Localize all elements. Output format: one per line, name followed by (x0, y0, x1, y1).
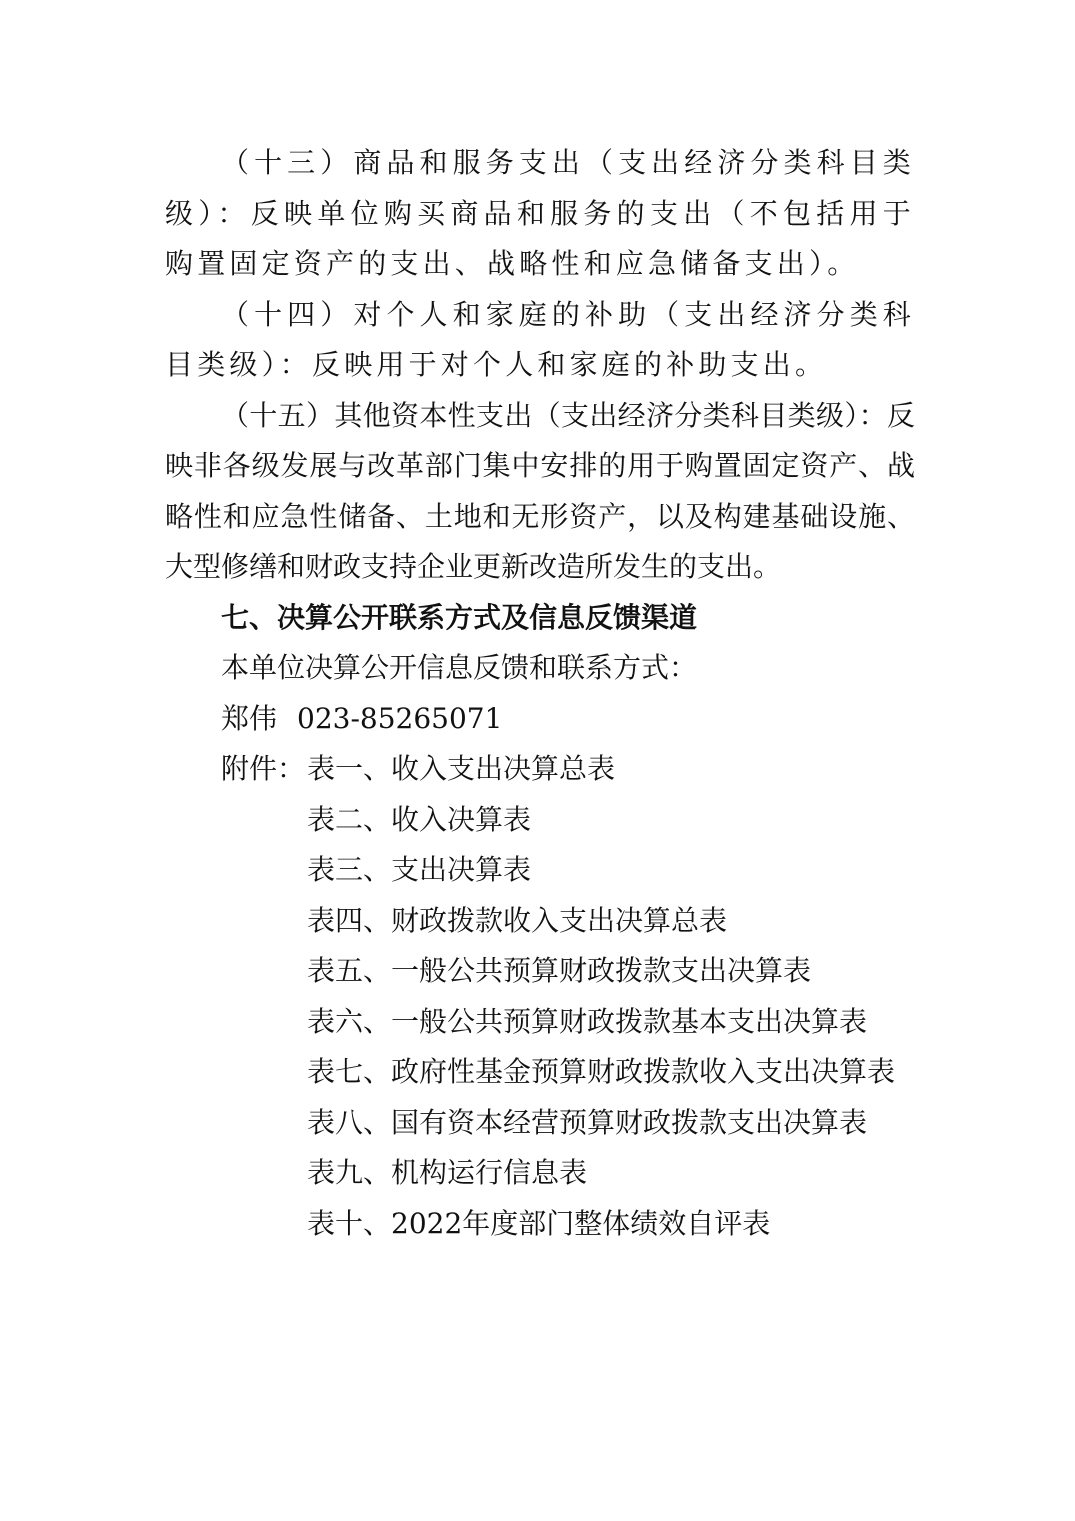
attachment-item: 表十、2022年度部门整体绩效自评表 (307, 1206, 771, 1240)
contact-line (165, 694, 915, 745)
paragraph-other-capital: （十五）其他资本性支出（支出经济分类科目类级）：反映非各级发展与改革部门集中安排的用于购置固定资产、战略性和应急性储备、土地和无形资产，以及构建基础设施、大型修缮和财政支持企业更新改造所发生的支出。 (165, 398, 915, 583)
attachment-item: 表九、机构运行信息表 (307, 1156, 588, 1189)
attachment-item: 表一、收入支出决算总表 (307, 752, 616, 785)
contact-name: 郑伟 (221, 701, 278, 735)
contact-intro: 本单位决算公开信息反馈和联系方式： (221, 651, 698, 684)
contact-phone: 023-85265071 (297, 701, 503, 735)
attachment-item: 表七、政府性基金预算财政拨款收入支出决算表 (307, 1055, 896, 1088)
attachment-item: 表四、财政拨款收入支出决算总表 (307, 903, 728, 937)
section-heading: 七、决算公开联系方式及信息反馈渠道 (221, 600, 698, 634)
attachment-row-first (165, 744, 915, 795)
attachment-item: 表二、收入决算表 (307, 802, 532, 836)
attachment-item: 表八、国有资本经营预算财政拨款支出决算表 (307, 1105, 868, 1139)
document-page (165, 138, 915, 1249)
attachment-item: 表六、一般公共预算财政拨款基本支出决算表 (307, 1004, 868, 1038)
attachments-label: 附件： (221, 752, 306, 785)
attachment-item: 表五、一般公共预算财政拨款支出决算表 (307, 954, 812, 987)
paragraph-goods-services: （十三）商品和服务支出（支出经济分类科目类级）：反映单位购买商品和服务的支出（不包括用于购置固定资产的支出、战略性和应急储备支出）。 (165, 146, 915, 280)
attachment-item: 表三、支出决算表 (307, 853, 532, 886)
paragraph-household-subsidy: （十四）对个人和家庭的补助（支出经济分类科目类级）：反映用于对个人和家庭的补助支出。 (165, 297, 915, 381)
